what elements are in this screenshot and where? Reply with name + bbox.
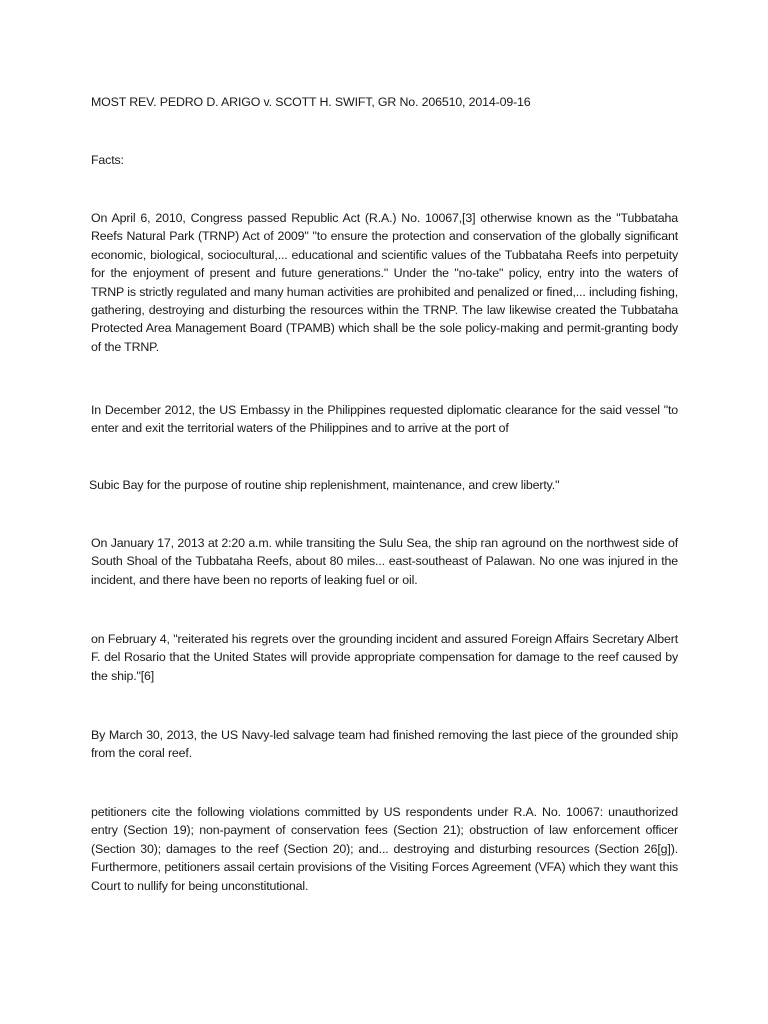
paragraph-diplomatic-clearance: In December 2012, the US Embassy in the Philippines requested diplomatic clearance for the said vessel "to enter and exit the territorial waters of the Philippines and to arrive at the port of: [91, 403, 678, 436]
paragraph-subic-bay: Subic Bay for the purpose of routine ship replenishment, maintenance, and crew liberty.": [89, 478, 560, 492]
paragraph-salvage: By March 30, 2013, the US Navy-led salvage team had finished removing the last piece of the grounded ship from the coral reef.: [91, 728, 678, 761]
paragraph-regrets: on February 4, "reiterated his regrets over the grounding incident and assured Foreign Affairs Secretary Albert F. del Rosario that the United States will provide appropriate compensation for damage to the reef caused by the ship."[6]: [91, 632, 678, 683]
paragraph-grounding-incident: On January 17, 2013 at 2:20 a.m. while transiting the Sulu Sea, the ship ran aground on the northwest side of South Shoal of the Tubbataha Reefs, about 80 miles... east-southeast of Palawan. No one was injured in the incident, and there have been no reports of leaking fuel or oil.: [91, 536, 678, 587]
document-title: MOST REV. PEDRO D. ARIGO v. SCOTT H. SWIFT, GR No. 206510, 2014-09-16: [91, 95, 531, 109]
paragraph-trnp-act: On April 6, 2010, Congress passed Republic Act (R.A.) No. 10067,[3] otherwise known as the "Tubbataha Reefs Natural Park (TRNP) Act of 2009" "to ensure the protection and conservation of the globally significant economic, biological, sociocultural,... educational and scientific values of the Tubbataha Reefs into perpetuity for the enjoyment of present and future generations." Under the "no-take" policy, entry into the waters of TRNP is strictly regulated and many human activities are prohibited and penalized or fined,... including fishing, gathering, destroying and disturbing the resources within the TRNP. The law likewise created the Tubbataha Protected Area Management Board (TPAMB) which shall be the sole policy-making and permit-granting body of the TRNP.: [91, 211, 678, 354]
facts-heading: Facts:: [91, 153, 124, 167]
paragraph-violations: petitioners cite the following violations committed by US respondents under R.A. No. 10067: unauthorized entry (Section 19); non-payment of conservation fees (Section 21); obstruction of law enforcement officer (Section 30); damages to the reef (Section 20); and... destroying and disturbing resources (Section 26[g]). Furthermore, petitioners assail certain provisions of the Visiting Forces Agreement (VFA) which they want this Court to nullify for being unconstitutional.: [91, 805, 678, 893]
